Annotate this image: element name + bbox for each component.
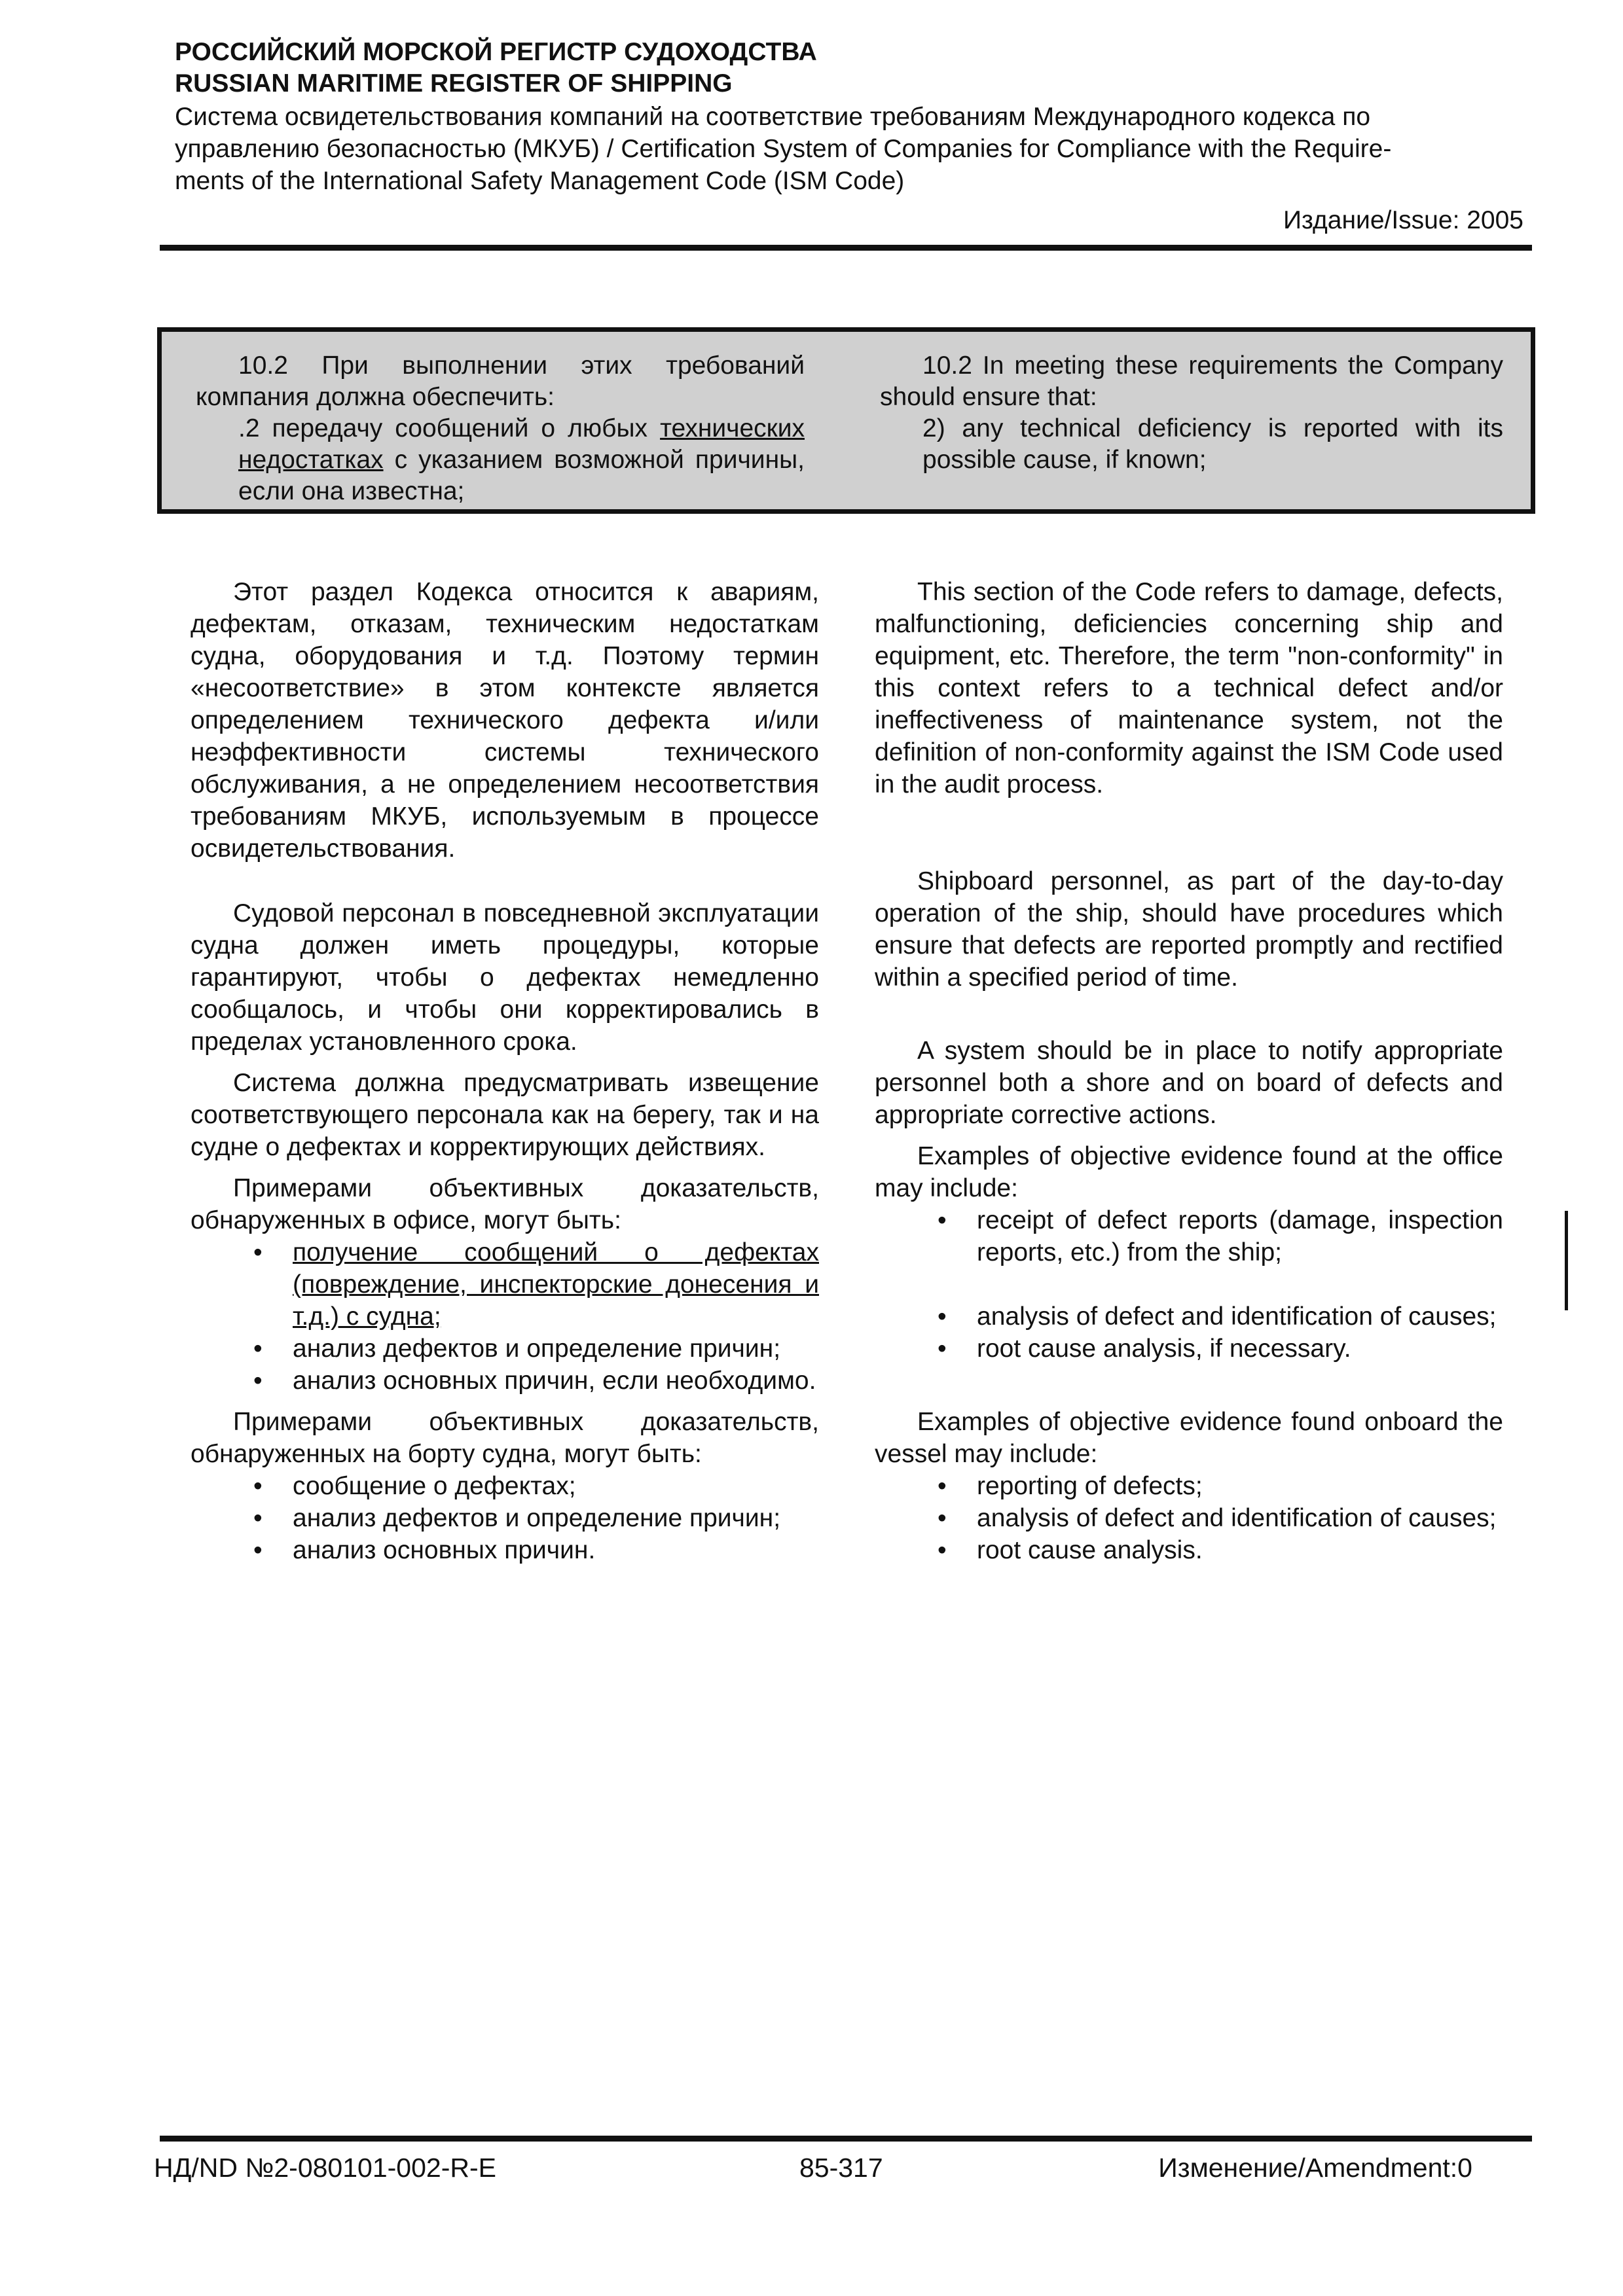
list-item-text: analysis of defect and identification of causes; (977, 1504, 1497, 1532)
list-item (875, 1534, 1503, 1566)
list-item-text: получение сообщений о дефектах (повреждение, инспекторские донесения и т.д.) с судна; (293, 1238, 819, 1331)
issue-label: Издание/Issue: 2005 (1283, 206, 1523, 234)
bullet-icon: • (253, 1335, 263, 1363)
list-item-text: root cause analysis, if necessary. (977, 1335, 1351, 1363)
bullet-icon: • (253, 1504, 263, 1532)
en-office-list (875, 1204, 1503, 1365)
bullet-icon: • (938, 1472, 947, 1500)
list-item (191, 1333, 819, 1365)
guidance-en-column (875, 576, 1503, 1566)
subtitle-line-1: Система освидетельствования компаний на соответствие требованиям Международного кодекса по (175, 103, 1371, 131)
list-item (191, 1470, 819, 1502)
revision-bar (1565, 1211, 1568, 1310)
list-item (191, 1236, 819, 1333)
bullet-icon: • (253, 1472, 263, 1500)
guidance-ru-column (191, 576, 819, 1566)
clause-ru-item (196, 413, 805, 507)
document-number: НД/ND №2-080101-002-R-E (154, 2153, 496, 2183)
bullet-icon: • (938, 1536, 947, 1564)
register-title-en: RUSSIAN MARITIME REGISTER OF SHIPPING (175, 69, 733, 98)
amendment-label: Изменение/Amendment:0 (1158, 2153, 1472, 2183)
list-item-text: анализ основных причин. (293, 1536, 596, 1564)
list-item-text: root cause analysis. (977, 1536, 1203, 1564)
list-item-text: reporting of defects; (977, 1472, 1203, 1500)
subtitle-line-2: управлению безопасностью (МКУБ) / Certification System of Companies for Compliance with the Require- (175, 135, 1392, 163)
en-paragraph-1: This section of the Code refers to damage, defects, malfunctioning, deficiencies concerning ship and equipment, etc. Therefore, the term "non-conformity" in this context refers to a technical defect and/or ineffectiveness of maintenance system, not the definition of non-conformity against the ISM Code used in the audit process. (875, 578, 1503, 798)
ru-office-list (191, 1236, 819, 1397)
bullet-icon: • (938, 1335, 947, 1363)
clause-ru-intro: 10.2 При выполнении этих требований компания должна обеспечить: (196, 351, 805, 411)
list-item (191, 1365, 819, 1397)
list-item (191, 1534, 819, 1566)
en-paragraph-3: A system should be in place to notify appropriate personnel both a shore and on board of defects and appropriate corrective actions. (875, 1037, 1503, 1129)
clause-ru-item-underlined: технических недостатках (238, 414, 805, 474)
bullet-icon: • (938, 1206, 947, 1234)
bullet-icon: • (253, 1536, 263, 1564)
en-paragraph-5: Examples of objective evidence found onboard the vessel may include: (875, 1408, 1503, 1468)
ru-paragraph-1: Этот раздел Кодекса относится к авариям, дефектам, отказам, техническим недостаткам судна, оборудования и т.д. Поэтому термин «несоответствие» в этом контексте является определением технического дефекта и/или неэффективности системы технического обслуживания, а не определением несоответствия требованиям МКУБ, используемым в процессе освидетельствования. (191, 578, 819, 863)
list-item (875, 1470, 1503, 1502)
code-clause-box (157, 327, 1535, 514)
clause-en-item: 2) any technical deficiency is reported with its possible cause, if known; (922, 414, 1503, 474)
bullet-icon: • (253, 1238, 263, 1266)
footer-divider (160, 2136, 1532, 2142)
list-item (875, 1300, 1503, 1333)
en-board-list (875, 1470, 1503, 1566)
register-title-ru: РОССИЙСКИЙ МОРСКОЙ РЕГИСТР СУДОХОДСТВА (175, 38, 817, 66)
ru-paragraph-3: Система должна предусматривать извещение соответствующего персонала как на берегу, так и на судне о дефектах и корректирующих действиях. (191, 1069, 819, 1161)
en-paragraph-2: Shipboard personnel, as part of the day-to-day operation of the ship, should have procedures which ensure that defects are reported promptly and rectified within a specified period of time. (875, 867, 1503, 992)
bullet-icon: • (253, 1367, 263, 1395)
ru-paragraph-4: Примерами объективных доказательств, обнаруженных в офисе, могут быть: (191, 1174, 819, 1234)
list-item (191, 1502, 819, 1534)
en-paragraph-4: Examples of objective evidence found at the office may include: (875, 1142, 1503, 1202)
list-item (875, 1502, 1503, 1534)
list-item-text: analysis of defect and identification of causes; (977, 1302, 1497, 1331)
list-item-text: receipt of defect reports (damage, inspection reports, etc.) from the ship; (977, 1206, 1503, 1266)
header-divider (160, 245, 1532, 251)
clause-ru-item-prefix: .2 передачу сообщений о любых (238, 414, 648, 442)
system-subtitle (175, 101, 1523, 197)
document-header (175, 37, 1523, 236)
page-number: 85-317 (799, 2153, 883, 2183)
list-item-text: анализ дефектов и определение причин; (293, 1335, 781, 1363)
clause-ru-item-suffix: с указанием возможной причины, если она известна; (238, 446, 805, 505)
ru-paragraph-5: Примерами объективных доказательств, обнаруженных на борту судна, могут быть: (191, 1408, 819, 1468)
bullet-icon: • (938, 1302, 947, 1331)
bullet-icon: • (938, 1504, 947, 1532)
ru-paragraph-2: Судовой персонал в повседневной эксплуатации судна должен иметь процедуры, которые гарантируют, чтобы о дефектах немедленно сообщалось, и чтобы они корректировались в пределах установленного срока. (191, 899, 819, 1056)
list-item-text: анализ дефектов и определение причин; (293, 1504, 781, 1532)
clause-en (880, 350, 1503, 476)
ru-board-list (191, 1470, 819, 1566)
list-item-text: сообщение о дефектах; (293, 1472, 576, 1500)
clause-ru (196, 350, 805, 507)
list-item (875, 1333, 1503, 1365)
list-item (875, 1204, 1503, 1268)
subtitle-line-3: ments of the International Safety Management Code (ISM Code) (175, 167, 905, 195)
list-item-text: анализ основных причин, если необходимо. (293, 1367, 816, 1395)
clause-en-intro: 10.2 In meeting these requirements the Company should ensure that: (880, 351, 1503, 411)
